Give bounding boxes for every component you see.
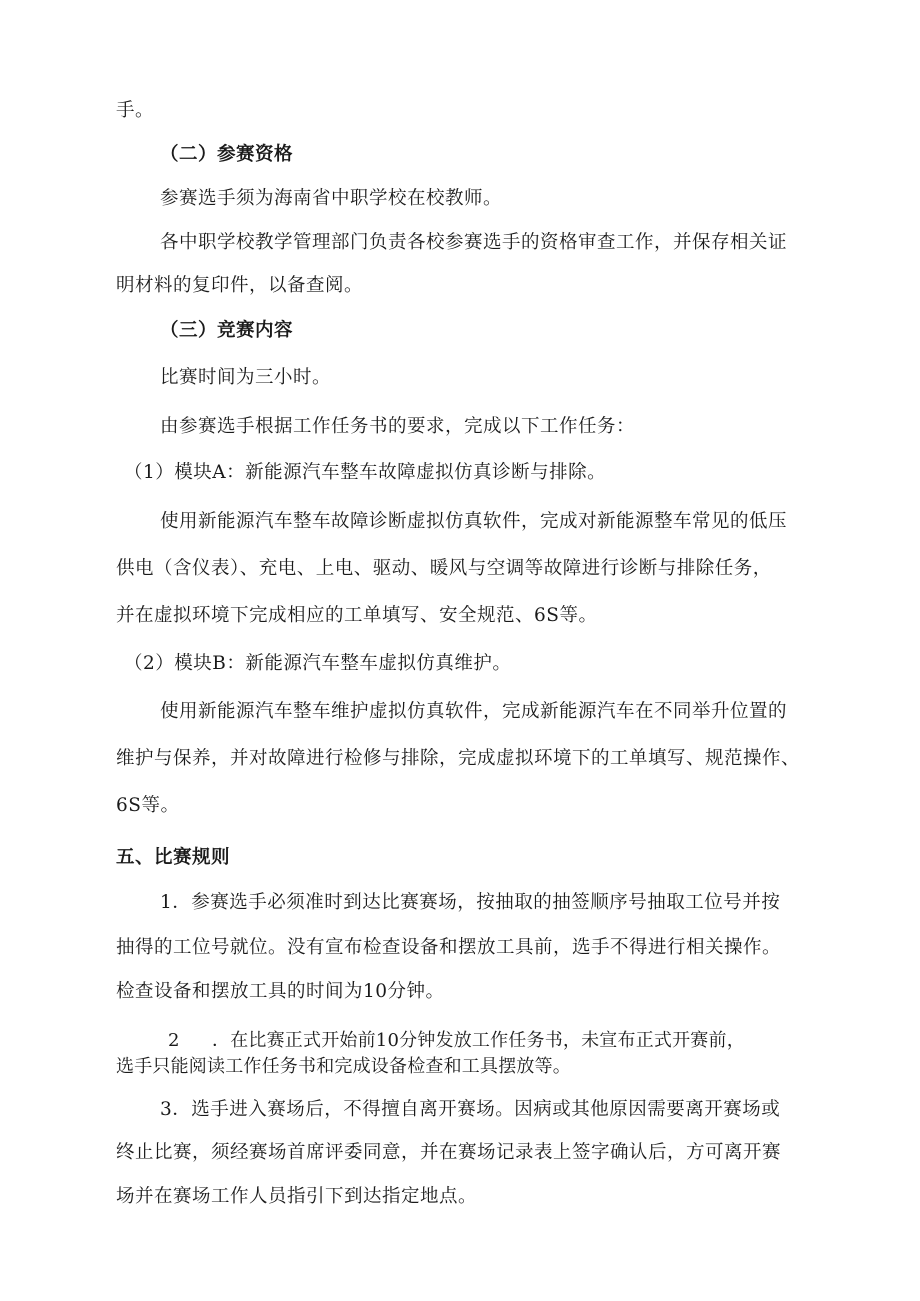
paragraph-line: 由参赛选手根据工作任务书的要求，完成以下工作任务： [160,416,636,437]
paragraph-line: 选手只能阅读工作任务书和完成设备检查和工具摆放等。 [116,1056,571,1077]
paragraph-line: ．在比赛正式开始前10分钟发放工作任务书，未宣布正式开赛前， [212,1030,745,1051]
paragraph-line: 维护与保养，并对故障进行检修与排除，完成虚拟环境下的工单填写、规范操作、 [116,748,801,769]
paragraph-line: 比赛时间为三小时。 [160,367,332,388]
paragraph-line: 检查设备和摆放工具的时间为10分钟。 [116,981,445,1002]
paragraph-line: 参赛选手须为海南省中职学校在校教师。 [160,188,503,209]
paragraph-line: 6S等。 [116,795,180,816]
section-heading-rules: 五、比赛规则 [116,847,231,868]
paragraph-line: 1．参赛选手必须准时到达比赛赛场，按抽取的抽签顺序号抽取工位号并按 [160,892,781,913]
paragraph-line: 使用新能源汽车整车维护虚拟仿真软件，完成新能源汽车在不同举升位置的 [160,701,788,722]
paragraph-line: 3．选手进入赛场后，不得擅自离开赛场。因病或其他原因需要离开赛场或 [160,1099,781,1120]
paragraph-line: （2）模块B：新能源汽车整车虚拟仿真维护。 [124,653,512,674]
paragraph-line: 场并在赛场工作人员指引下到达指定地点。 [116,1186,478,1207]
paragraph-line: 并在虚拟环境下完成相应的工单填写、安全规范、6S等。 [116,605,598,626]
paragraph-line: （1）模块A：新能源汽车整车故障虚拟仿真诊断与排除。 [124,462,607,483]
paragraph-line: 抽得的工位号就位。没有宣布检查设备和摆放工具前，选手不得进行相关操作。 [116,937,782,958]
section-heading-qualification: （二）参赛资格 [160,144,294,165]
paragraph-line: 明材料的复印件，以备查阅。 [116,275,364,296]
section-heading-content: （三）竞赛内容 [160,320,294,341]
paragraph-line: 使用新能源汽车整车故障诊断虚拟仿真软件，完成对新能源整车常见的低压 [160,511,788,532]
list-number: 2 [168,1030,180,1051]
paragraph-line: 手。 [116,100,155,121]
paragraph-line: 供电（含仪表）、充电、上电、驱动、暖风与空调等故障进行诊断与排除任务， [116,558,772,579]
paragraph-line: 终止比赛，须经赛场首席评委同意，并在赛场记录表上签字确认后，方可离开赛 [116,1142,782,1163]
paragraph-line: 各中职学校教学管理部门负责各校参赛选手的资格审查工作，并保存相关证 [160,232,788,253]
